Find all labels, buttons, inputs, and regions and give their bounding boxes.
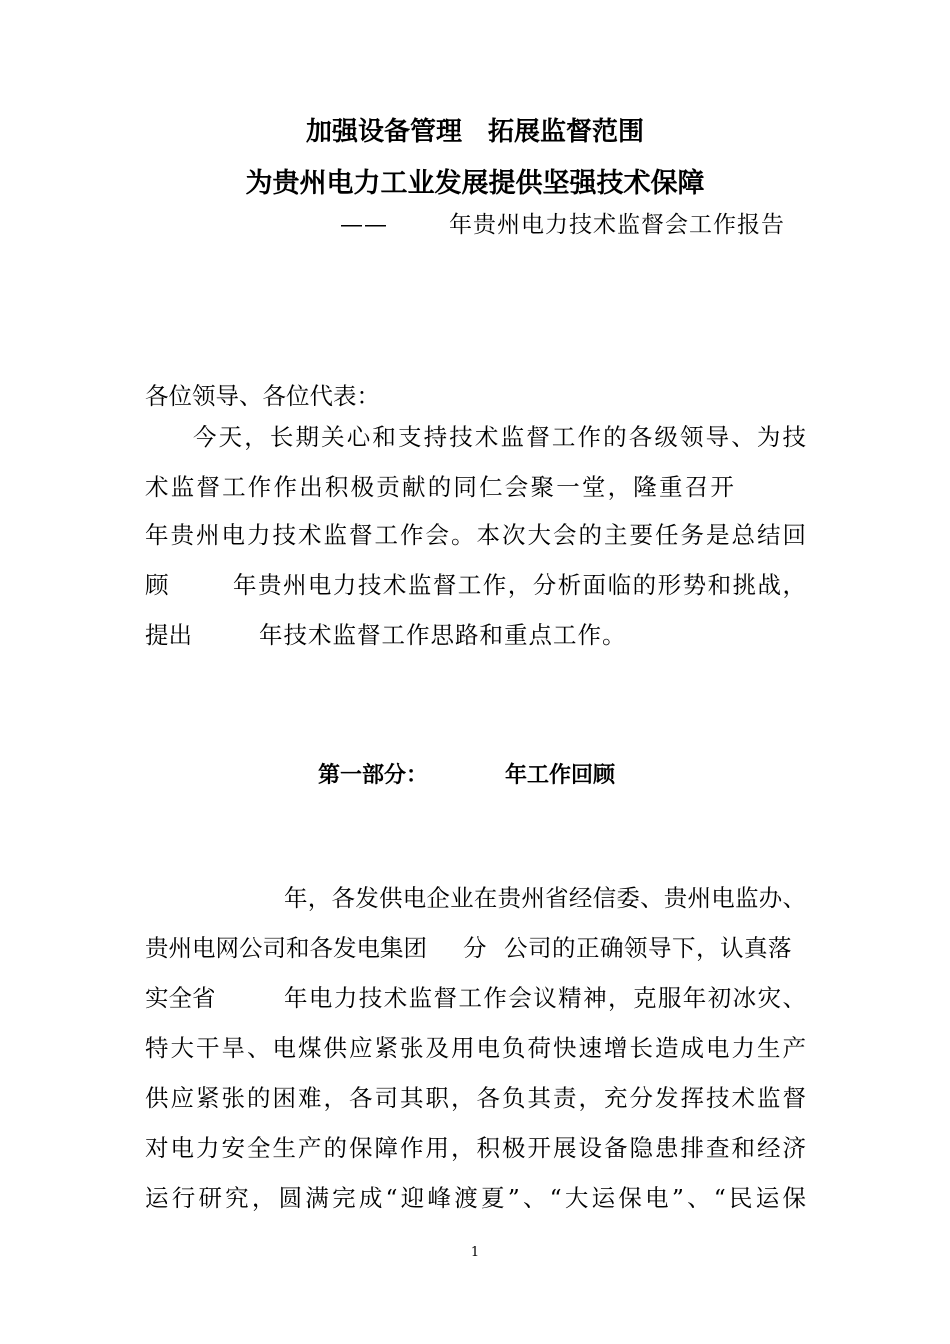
body-line-5: 供应紧张的困难，各司其职，各负其责，充分发挥技术监督 bbox=[145, 1084, 806, 1112]
body-line-2b: 分 bbox=[463, 934, 487, 962]
section-title: 年工作回顾 bbox=[505, 763, 616, 788]
body-line-4: 特大干旱、电煤供应紧张及用电负荷快速增长造成电力生产 bbox=[145, 1034, 806, 1062]
intro-line-4b: 年贵州电力技术监督工作，分析面临的形势和挑战， bbox=[233, 571, 806, 599]
document-title-line-1: 加强设备管理 拓展监督范围 bbox=[305, 117, 644, 147]
intro-line-5a: 提出 bbox=[145, 621, 192, 649]
body-line-2a: 贵州电网公司和各发电集团 bbox=[145, 934, 427, 962]
body-line-3a: 实全省 bbox=[145, 984, 216, 1012]
section-label: 第一部分： bbox=[318, 763, 429, 788]
intro-line-5b: 年技术监督工作思路和重点工作。 bbox=[259, 621, 627, 649]
intro-line-4a: 顾 bbox=[145, 571, 169, 599]
subtitle-dash: —— bbox=[340, 212, 388, 238]
body-line-1: 年，各发供电企业在贵州省经信委、贵州电监办、 bbox=[284, 884, 806, 912]
salutation: 各位领导、各位代表： bbox=[145, 382, 380, 410]
body-line-7: 运行研究，圆满完成“迎峰渡夏”、“大运保电”、“民运保 bbox=[145, 1184, 806, 1212]
body-line-2c: 公司的正确领导下，认真落 bbox=[504, 934, 792, 962]
intro-line-3: 年贵州电力技术监督工作会。本次大会的主要任务是总结回 bbox=[145, 521, 806, 549]
page-number: 1 bbox=[470, 1245, 480, 1260]
body-line-6: 对电力安全生产的保障作用，积极开展设备隐患排查和经济 bbox=[145, 1134, 806, 1162]
report-subtitle: 年贵州电力技术监督会工作报告 bbox=[449, 212, 785, 238]
document-title-line-2: 为贵州电力工业发展提供坚强技术保障 bbox=[245, 168, 705, 199]
intro-line-2: 术监督工作作出积极贡献的同仁会聚一堂，隆重召开 bbox=[145, 473, 737, 501]
body-line-3b: 年电力技术监督工作会议精神，克服年初冰灾、 bbox=[284, 984, 806, 1012]
intro-line-1: 今天，长期关心和支持技术监督工作的各级领导、为技 bbox=[193, 423, 806, 451]
